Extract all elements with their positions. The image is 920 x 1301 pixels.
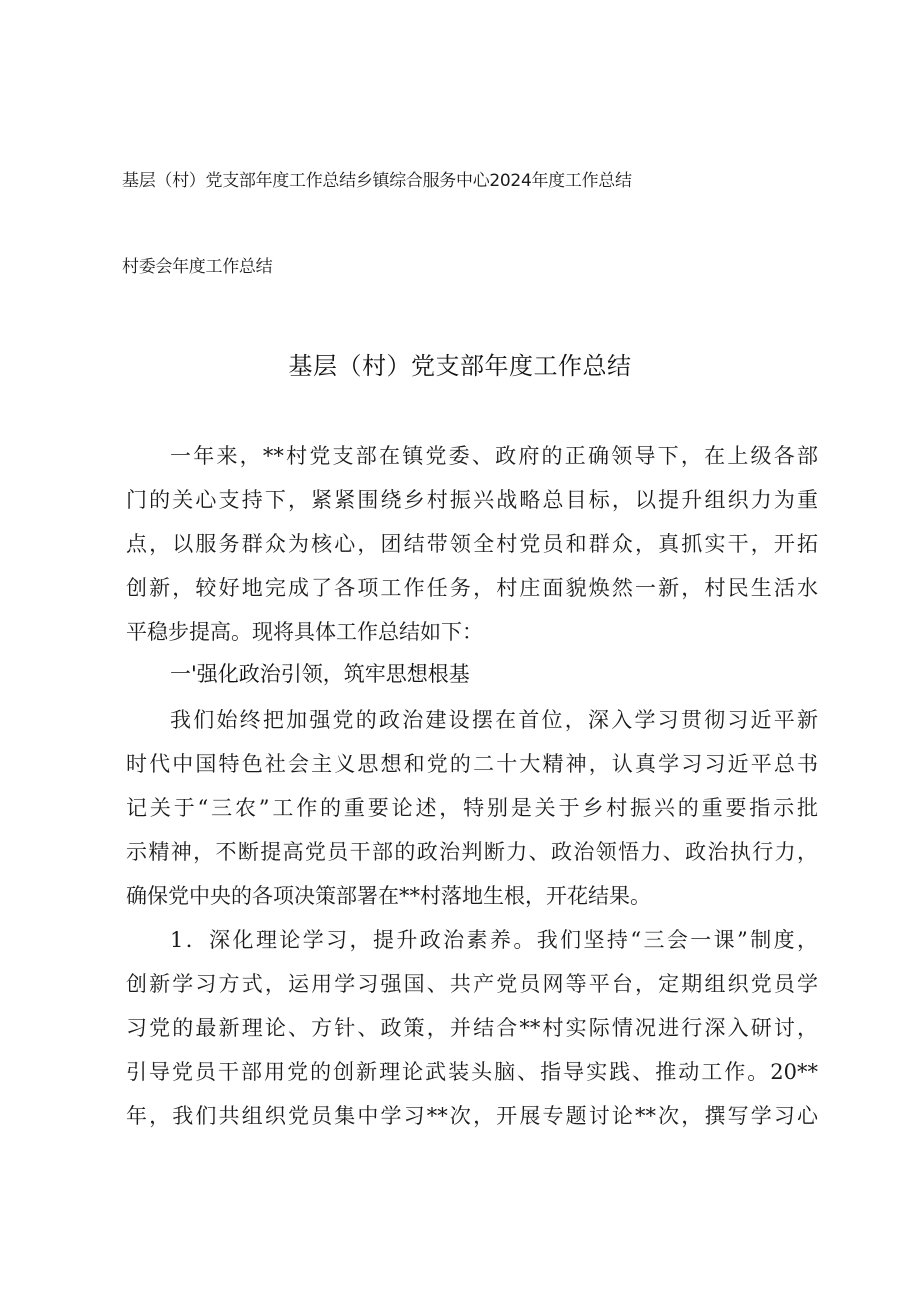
item-1-line-5: 年，我们共组织党员集中学习**次，开展专题讨论**次，撰写学习心 (126, 1104, 818, 1128)
header-title-line-2: 村委会年度工作总结 (122, 257, 273, 277)
section-1-heading: 一'强化政治引领，筑牢思想根基 (170, 662, 470, 686)
item-1-line-4: 引导党员干部用党的创新理论武装头脑、指导实践、推动工作。20** (126, 1060, 818, 1084)
intro-line-3: 点，以服务群众为核心，团结带领全村党员和群众，真抓实干，开拓 (126, 532, 818, 556)
section-1-line-2: 时代中国特色社会主义思想和党的二十大精神，认真学习习近平总书 (126, 752, 818, 776)
intro-line-5: 平稳步提高。现将具体工作总结如下： (126, 620, 483, 644)
intro-line-4: 创新，较好地完成了各项工作任务，村庄面貌焕然一新，村民生活水 (126, 576, 818, 600)
intro-line-1: 一年来，**村党支部在镇党委、政府的正确领导下，在上级各部 (170, 444, 818, 468)
item-1-line-1: 1．深化理论学习，提升政治素养。我们坚持“三会一课”制度， (170, 928, 818, 952)
item-1-line-2: 创新学习方式，运用学习强国、共产党员网等平台，定期组织党员学 (126, 972, 818, 996)
section-1-line-5: 确保党中央的各项决策部署在**村落地生根，开花结果。 (126, 884, 651, 908)
header-title-line-1: 基层（村）党支部年度工作总结乡镇综合服务中心2024年度工作总结 (122, 171, 632, 191)
section-1-line-1: 我们始终把加强党的政治建设摆在首位，深入学习贯彻习近平新 (170, 708, 818, 732)
item-1-line-3: 习党的最新理论、方针、政策，并结合**村实际情况进行深入研讨， (126, 1016, 818, 1040)
document-title: 基层（村）党支部年度工作总结 (288, 352, 632, 380)
section-1-line-3: 记关于“三农”工作的重要论述，特别是关于乡村振兴的重要指示批 (126, 796, 818, 820)
intro-line-2: 门的关心支持下，紧紧围绕乡村振兴战略总目标，以提升组织力为重 (126, 488, 818, 512)
section-1-line-4: 示精神，不断提高党员干部的政治判断力、政治领悟力、政治执行力， (126, 840, 818, 864)
